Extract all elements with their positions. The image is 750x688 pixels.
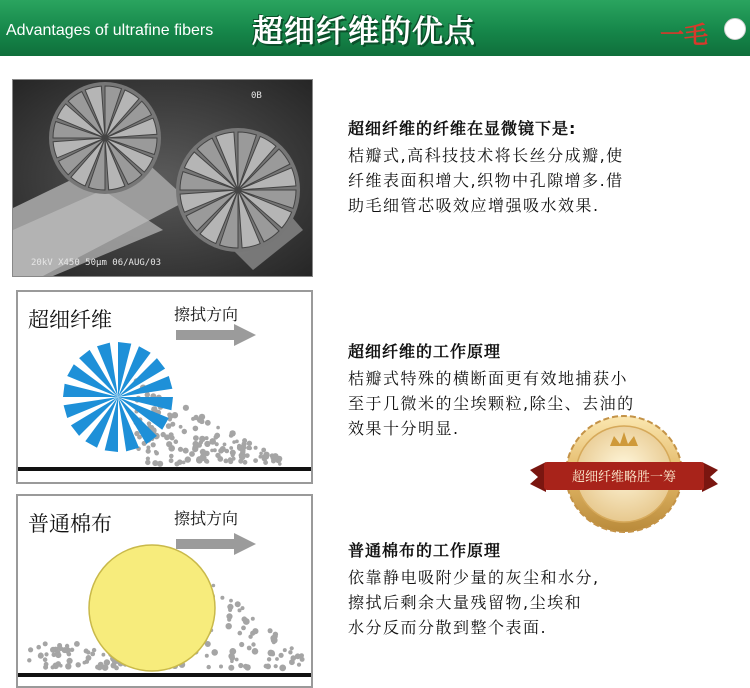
dust-particle	[200, 449, 206, 455]
microscope-section-body	[348, 143, 743, 218]
dust-particle	[220, 596, 224, 600]
dust-particle	[209, 438, 216, 445]
dust-particle	[252, 628, 258, 634]
dust-particle	[254, 446, 258, 450]
ultrafine-principle-title: 超细纤维的工作原理	[348, 342, 502, 361]
dust-particle	[182, 429, 187, 434]
dust-particle	[50, 647, 56, 653]
dust-particle	[229, 446, 233, 450]
dust-particle	[223, 443, 227, 447]
dust-particle	[169, 458, 174, 463]
dust-particle	[238, 631, 243, 636]
dust-particle	[243, 460, 248, 465]
micrograph-label-top: 0B	[251, 91, 262, 101]
dust-particle	[66, 664, 70, 668]
brand-logo-icon	[724, 18, 746, 40]
body-line: 效果十分明显.	[348, 419, 460, 438]
dust-particle	[251, 617, 255, 621]
dust-particle	[235, 601, 241, 607]
dust-particle	[218, 448, 224, 454]
dust-particle	[28, 647, 33, 652]
dust-particle	[51, 665, 55, 669]
micrograph-scale-info: 20kV X450 50μm 06/AUG/03	[31, 258, 162, 268]
dust-particle	[183, 405, 189, 411]
dust-particle	[279, 665, 286, 672]
dust-particle	[238, 459, 243, 464]
wiped-surface-line	[18, 673, 311, 677]
winner-medal-badge	[526, 412, 722, 536]
dust-particle	[36, 645, 41, 650]
dust-particle	[261, 448, 266, 453]
dust-particle	[169, 454, 174, 459]
dust-particle	[263, 452, 269, 458]
dust-particle	[70, 648, 74, 652]
dust-particle	[212, 584, 216, 588]
dust-particle	[253, 458, 258, 463]
microscope-description	[348, 116, 743, 218]
body-line: 纤维表面积增大,织物中孔隙增多.借	[348, 171, 624, 190]
dust-particle	[267, 657, 271, 661]
dust-particle	[210, 449, 214, 453]
dust-particle	[226, 623, 232, 629]
body-line: 桔瓣式,高科技技术将长丝分成瓣,使	[348, 146, 624, 165]
dust-particle	[44, 652, 48, 656]
dust-particle	[193, 435, 199, 441]
dust-particle	[191, 417, 195, 421]
wipe-direction-arrow-icon	[176, 533, 256, 555]
dust-particle	[265, 664, 271, 670]
dust-particle	[244, 664, 250, 670]
fiber-cross-section-illustration	[13, 80, 312, 276]
dust-particle	[211, 649, 218, 656]
cotton-fiber-cross-section	[89, 545, 215, 671]
dust-particle	[185, 456, 191, 462]
dust-particle	[279, 653, 284, 658]
dust-particle	[274, 664, 278, 668]
dust-particle	[272, 454, 279, 461]
dust-particle	[179, 425, 183, 429]
dust-particle	[205, 420, 211, 426]
dust-particle	[43, 665, 48, 670]
dust-particle	[57, 643, 62, 648]
microscope-section-title: 超细纤维的纤维在显微镜下是:	[348, 119, 577, 138]
dust-particle	[229, 430, 235, 436]
dust-particle	[148, 424, 152, 428]
dust-particle	[193, 426, 199, 432]
dust-particle	[74, 641, 80, 647]
dust-particle	[67, 652, 72, 657]
dust-particle	[104, 659, 110, 665]
dust-particle	[174, 462, 179, 467]
dust-particle	[178, 447, 183, 452]
dust-particle	[247, 441, 252, 446]
cotton-principle-body	[348, 565, 743, 640]
dust-particle	[154, 451, 159, 456]
dust-particle	[152, 460, 158, 466]
dust-particle	[205, 441, 210, 446]
dust-particle	[170, 435, 175, 440]
dust-particle	[278, 462, 282, 466]
dust-particle	[230, 450, 236, 456]
cotton-cloth-diagram	[16, 494, 313, 688]
cotton-principle-title: 普通棉布的工作原理	[348, 541, 502, 560]
dust-particle	[43, 657, 48, 662]
dust-particle	[226, 613, 232, 619]
dust-particle	[271, 652, 276, 657]
dust-particle	[219, 665, 223, 669]
dust-particle	[298, 654, 303, 659]
header-title-en: Advantages of ultrafine fibers	[6, 22, 214, 39]
dust-particle	[85, 659, 90, 664]
dust-particle	[283, 648, 287, 652]
dust-particle	[235, 658, 239, 662]
dust-particle	[229, 655, 235, 661]
dust-particle	[229, 599, 233, 603]
dust-particle	[200, 420, 204, 424]
dust-particle	[67, 658, 73, 664]
dust-particle	[84, 649, 89, 654]
dust-particle	[242, 438, 247, 443]
dust-particle	[241, 606, 245, 610]
body-line: 助毛细管芯吸效应增强吸水效果.	[348, 196, 600, 215]
dust-particle	[216, 426, 220, 430]
dust-particle	[174, 439, 179, 444]
dust-particle	[214, 433, 220, 439]
brand-logo-text: 一毛	[660, 20, 708, 49]
dust-particle	[76, 662, 81, 667]
dust-particle	[183, 448, 189, 454]
dust-particle	[166, 436, 170, 440]
dust-particle	[189, 451, 195, 457]
wiped-surface-line	[18, 467, 311, 471]
dust-particle	[224, 459, 229, 464]
dust-particle	[92, 648, 96, 652]
dust-particle	[59, 664, 63, 668]
dust-particle	[239, 453, 243, 457]
header-banner	[0, 0, 750, 56]
dust-particle	[291, 655, 297, 661]
header-title-cn: 超细纤维的优点	[252, 14, 476, 50]
dust-particle	[275, 657, 279, 661]
body-line: 依靠静电吸附少量的灰尘和水分,	[348, 568, 600, 587]
dust-particle	[259, 452, 263, 456]
dust-particle	[227, 604, 233, 610]
ultrafine-fiber-diagram	[16, 290, 313, 484]
body-line: 桔瓣式特殊的横断面更有效地捕获小	[348, 369, 629, 388]
dust-particle	[238, 663, 243, 668]
dust-particle	[27, 658, 31, 662]
dust-particle	[199, 436, 205, 442]
dust-particle	[268, 628, 272, 632]
dust-particle	[228, 665, 234, 671]
cotton-principle-description	[348, 538, 743, 640]
dust-particle	[205, 654, 209, 658]
microscope-image	[12, 79, 313, 277]
dust-particle	[241, 626, 246, 631]
dust-particle	[235, 440, 239, 444]
body-line: 水分反而分散到整个表面.	[348, 618, 548, 637]
dust-particle	[297, 663, 301, 667]
dust-particle	[240, 448, 245, 453]
dust-particle	[225, 449, 230, 454]
ultrafine-wipe-direction-label: 擦拭方向	[174, 305, 239, 324]
dust-particle	[182, 461, 186, 465]
dust-particle	[251, 642, 255, 646]
dust-particle	[146, 446, 150, 450]
dust-particle	[215, 453, 220, 458]
dust-particle	[252, 648, 259, 655]
wipe-direction-arrow-icon	[176, 324, 256, 346]
dust-particle	[239, 642, 244, 647]
dust-particle	[146, 457, 150, 461]
dust-particle	[204, 459, 209, 464]
dust-particle	[207, 665, 211, 669]
dust-particle	[43, 641, 48, 646]
dust-particle	[62, 647, 68, 653]
body-line: 擦拭后剩余大量残留物,尘埃和	[348, 593, 583, 612]
dust-particle	[243, 618, 250, 625]
dust-particle	[134, 431, 139, 436]
dust-particle	[102, 653, 106, 657]
dust-particle	[168, 445, 175, 452]
dust-particle	[288, 650, 292, 654]
cotton-panel-title: 普通棉布	[28, 512, 112, 536]
body-line: 至于几微米的尘埃颗粒,除尘、去油的	[348, 394, 635, 413]
dust-particle	[290, 646, 294, 650]
ultrafine-panel-title: 超细纤维	[28, 308, 112, 332]
dust-particle	[229, 648, 236, 655]
dust-particle	[246, 446, 250, 450]
dust-particle	[247, 646, 252, 651]
badge-text: 超细纤维略胜一筹	[571, 470, 677, 485]
dust-particle	[114, 666, 119, 671]
dust-particle	[166, 423, 172, 429]
dust-particle	[151, 442, 156, 447]
dust-particle	[55, 652, 61, 658]
cotton-wipe-direction-label: 擦拭方向	[174, 509, 239, 528]
dust-particle	[193, 441, 199, 447]
dust-particle	[231, 457, 235, 461]
dust-particle	[38, 653, 43, 658]
dust-particle	[270, 635, 276, 641]
dust-particle	[259, 455, 263, 459]
